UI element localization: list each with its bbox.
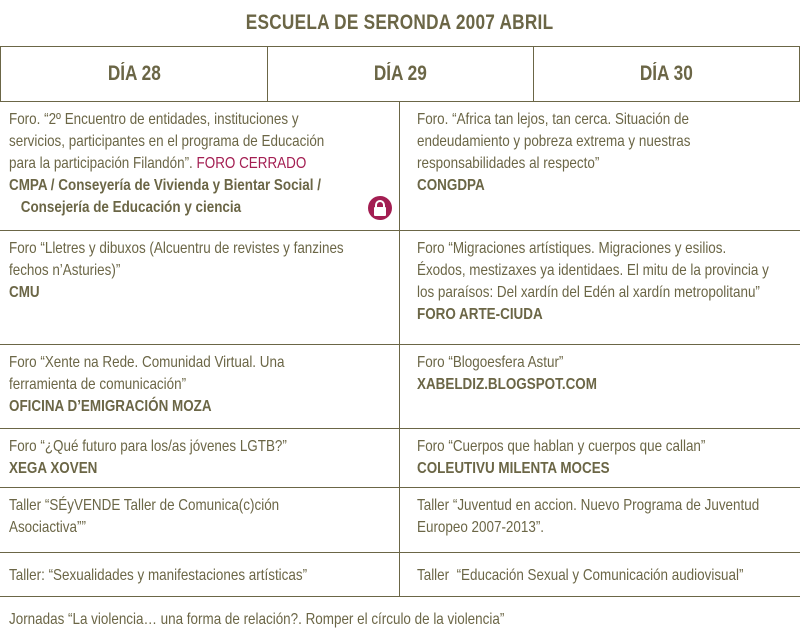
table-row: [0, 102, 800, 231]
event-organizer: CONGDPA: [417, 177, 485, 194]
event-text: [9, 352, 399, 418]
event-cell: [400, 231, 800, 344]
event-organizer-cont: Consejería de Educación y ciencia: [20, 199, 242, 216]
lock-icon: [368, 196, 392, 220]
event-description: Foro “Migraciones artístiques. Migraciones y esilios. Éxodos, mestizaxes ya identidaes. El mitu de la provincia y los paraísos: Del xardín del Edén al xardín metropolitanu”: [417, 240, 769, 301]
event-cell: [400, 429, 800, 487]
event-cell: [0, 345, 400, 428]
event-text: [9, 495, 399, 539]
table-row: [0, 553, 800, 597]
event-description: Foro “Lletres y dibuxos (Alcuentru de revistes y fanzines fechos n’Asturies)”: [9, 240, 344, 279]
title-text: ESCUELA DE SERONDA 2007 ABRIL: [246, 11, 554, 34]
event-description: Foro “Cuerpos que hablan y cuerpos que callan”: [417, 438, 706, 455]
event-organizer: FORO ARTE-CIUDA: [417, 306, 543, 323]
event-text: [417, 352, 800, 396]
status-badge: FORO CERRADO: [196, 155, 307, 172]
event-cell: [0, 102, 400, 230]
event-description: Taller “Juventud en accion. Nuevo Programa de Juventud Europeo 2007-2013”.: [417, 497, 760, 536]
event-description: Foro “Blogoesfera Astur”: [417, 354, 564, 371]
event-cell: [0, 597, 800, 643]
event-text: [417, 565, 800, 587]
event-text: [9, 436, 399, 480]
day-30-label: DÍA 30: [640, 61, 693, 85]
day-29-label: DÍA 29: [374, 61, 427, 85]
event-text: [9, 609, 800, 631]
event-organizer: CMU: [9, 284, 40, 301]
event-description: Taller: “Sexualidades y manifestaciones artísticas”: [9, 567, 308, 584]
event-description: Foro “Xente na Rede. Comunidad Virtual. Una ferramienta de comunicación”: [9, 354, 285, 393]
event-text: [417, 436, 800, 480]
day-29-header: [267, 46, 533, 101]
event-text: [9, 109, 399, 219]
event-organizer: XABELDIZ.BLOGSPOT.COM: [417, 376, 597, 393]
table-row: [0, 231, 800, 345]
day-28-header: [1, 46, 267, 101]
day-28-label: DÍA 28: [107, 61, 161, 85]
event-description: Taller “Educación Sexual y Comunicación audiovisual”: [417, 567, 744, 584]
event-text: [9, 565, 399, 587]
day-header-row: [0, 46, 800, 102]
event-text: [417, 238, 800, 326]
table-row: [0, 429, 800, 488]
event-cell: [400, 488, 800, 552]
event-organizer: OFICINA D’EMIGRACIÓN MOZA: [9, 398, 212, 415]
day-30-header: [533, 46, 799, 101]
event-description: Foro “¿Qué futuro para los/as jóvenes LGTB?”: [9, 438, 287, 455]
footer-event-description: Jornadas “La violencia… una forma de relación?. Romper el círculo de la violencia”: [9, 611, 505, 628]
event-cell: [0, 553, 400, 596]
event-cell: [400, 553, 800, 596]
event-description: Taller “SÉyVENDE Taller de Comunica(c)ción Asociactiva””: [9, 497, 280, 536]
event-cell: [400, 345, 800, 428]
event-cell: [0, 488, 400, 552]
event-cell: [400, 102, 800, 230]
table-row: [0, 488, 800, 553]
event-text: [9, 238, 399, 304]
event-cell: [0, 429, 400, 487]
event-organizer: XEGA XOVEN: [9, 460, 98, 477]
event-description: Foro. “Africa tan lejos, tan cerca. Situación de endeudamiento y pobreza extrema y nuestras responsabilidades al respecto”: [417, 111, 691, 172]
event-text: [417, 109, 800, 197]
table-row-footer: [0, 597, 800, 643]
event-text: [417, 495, 800, 539]
event-organizer: CMPA / Conseyería de Vivienda y Bientar Social /: [9, 177, 321, 194]
event-cell: [0, 231, 400, 344]
page-title: [0, 0, 800, 47]
event-description: Foro. “2º Encuentro de entidades, instituciones y servicios, participantes en el programa de Educación para la participación Filandón”.: [9, 111, 325, 172]
event-organizer: COLEUTIVU MILENTA MOCES: [417, 460, 610, 477]
table-row: [0, 345, 800, 429]
